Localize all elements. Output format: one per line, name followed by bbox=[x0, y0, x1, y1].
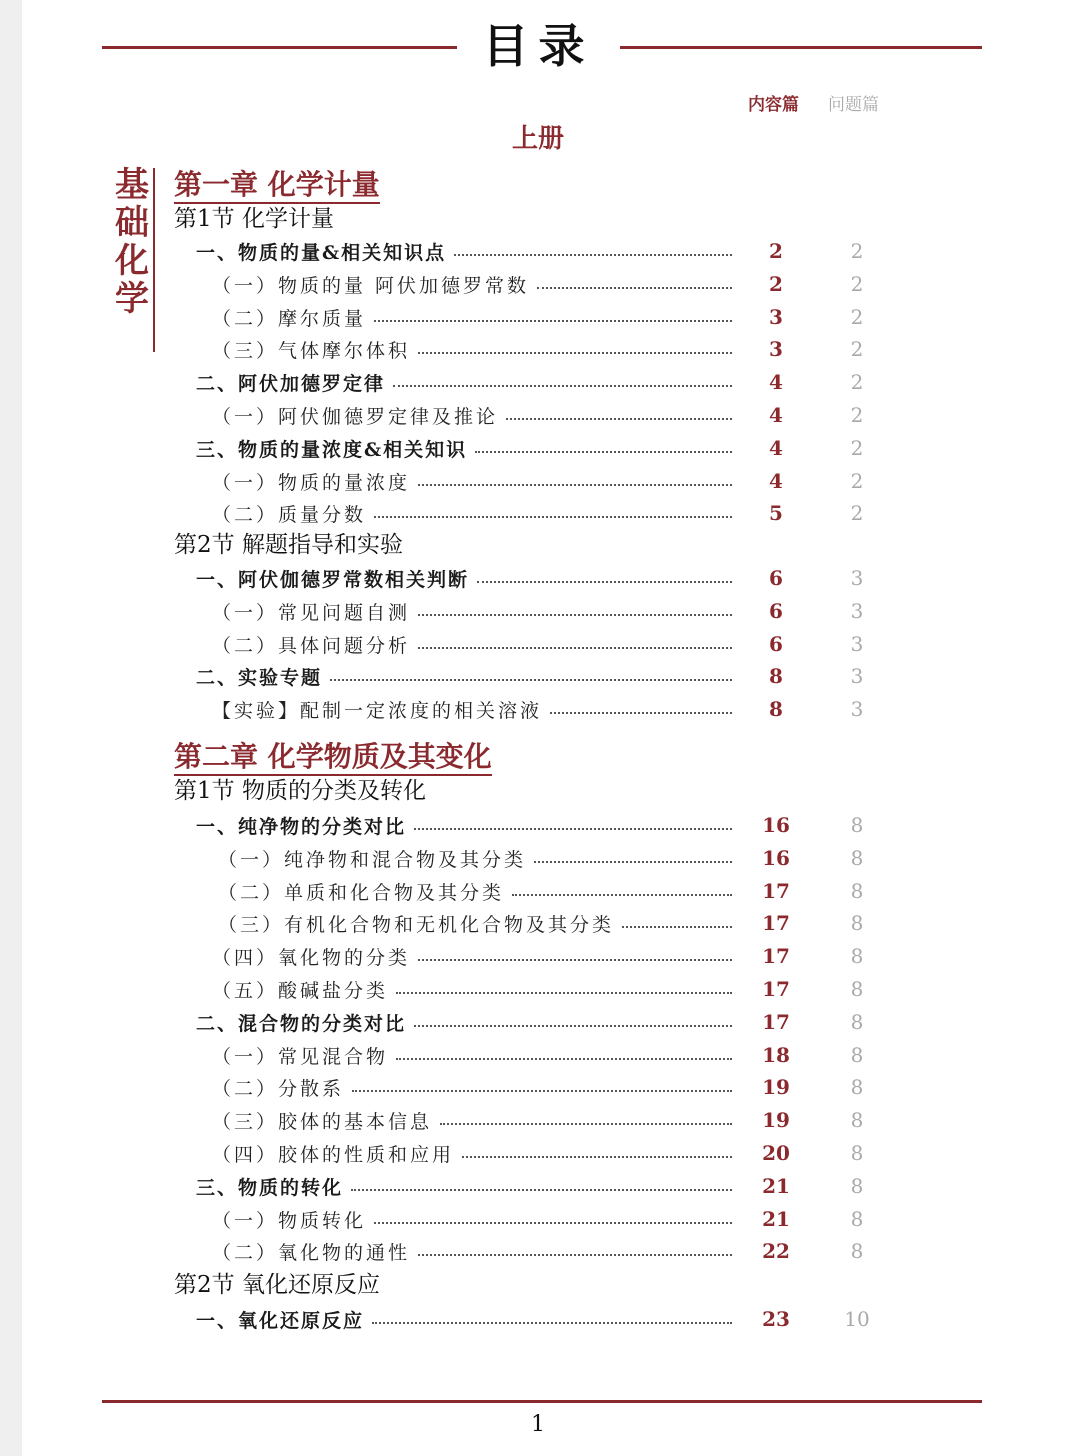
toc-entry[interactable] bbox=[212, 269, 740, 299]
content-page-number[interactable]: 2 bbox=[769, 239, 783, 263]
toc-entry[interactable] bbox=[218, 908, 740, 938]
dot-leader bbox=[374, 320, 732, 322]
title-row bbox=[102, 18, 982, 78]
content-page-number[interactable]: 2 bbox=[769, 272, 783, 296]
content-page-number[interactable]: 17 bbox=[762, 911, 790, 935]
problem-page-number[interactable]: 8 bbox=[850, 1207, 864, 1231]
toc-entry[interactable] bbox=[196, 661, 740, 691]
chapter-title[interactable]: 第一章 化学计量 bbox=[174, 168, 380, 204]
problem-page-number[interactable]: 2 bbox=[850, 436, 864, 460]
problem-page-number[interactable]: 3 bbox=[850, 697, 864, 721]
problem-page-number[interactable]: 8 bbox=[850, 1075, 864, 1099]
dot-leader bbox=[477, 581, 732, 583]
toc-entry[interactable] bbox=[212, 498, 740, 528]
toc-entry-label: （二）摩尔质量 bbox=[212, 307, 367, 330]
dot-leader bbox=[537, 287, 732, 289]
section-title[interactable]: 第2节 氧化还原反应 bbox=[174, 1272, 380, 1298]
dot-leader bbox=[512, 894, 732, 896]
content-page-number[interactable]: 3 bbox=[769, 337, 783, 361]
side-label-char: 础 bbox=[115, 203, 149, 243]
toc-entry-label: （一）阿伏伽德罗定律及推论 bbox=[212, 405, 499, 428]
dot-leader bbox=[396, 1058, 732, 1060]
dot-leader bbox=[374, 1222, 732, 1224]
problem-page-number[interactable]: 8 bbox=[850, 1043, 864, 1067]
toc-entry[interactable] bbox=[196, 1304, 740, 1334]
dot-leader bbox=[352, 1090, 732, 1092]
toc-entry-label: （一）常见问题自测 bbox=[212, 601, 411, 624]
toc-entry-label: （二）单质和化合物及其分类 bbox=[218, 881, 505, 904]
toc-entry[interactable] bbox=[196, 236, 740, 266]
dot-leader bbox=[351, 1189, 732, 1191]
problem-page-number[interactable]: 2 bbox=[850, 501, 864, 525]
toc-entry[interactable] bbox=[212, 974, 740, 1004]
content-page-number[interactable]: 16 bbox=[762, 813, 790, 837]
toc-entry[interactable] bbox=[196, 1007, 740, 1037]
toc-entry-label: （二）具体问题分析 bbox=[212, 634, 411, 657]
dot-leader bbox=[622, 926, 732, 928]
content-page-number[interactable]: 8 bbox=[769, 697, 783, 721]
problem-page-number[interactable]: 8 bbox=[850, 813, 864, 837]
toc-entry[interactable] bbox=[196, 563, 740, 593]
content-page-number[interactable]: 19 bbox=[762, 1108, 790, 1132]
problem-page-number[interactable]: 8 bbox=[850, 944, 864, 968]
dot-leader bbox=[374, 516, 732, 518]
problem-page-number[interactable]: 2 bbox=[850, 403, 864, 427]
content-page-number[interactable]: 8 bbox=[769, 664, 783, 688]
problem-page-number[interactable]: 10 bbox=[844, 1307, 870, 1331]
toc-entry-label: （三）气体摩尔体积 bbox=[212, 339, 411, 362]
dot-leader bbox=[330, 679, 732, 681]
content-page-number[interactable]: 4 bbox=[769, 370, 783, 394]
dot-leader bbox=[393, 385, 732, 387]
toc-entry[interactable] bbox=[212, 1072, 740, 1102]
content-page-number[interactable]: 17 bbox=[762, 944, 790, 968]
content-page-number[interactable]: 17 bbox=[762, 879, 790, 903]
volume-title: 上册 bbox=[511, 124, 564, 154]
dot-leader bbox=[418, 614, 732, 616]
chapter-title[interactable]: 第二章 化学物质及其变化 bbox=[174, 740, 492, 776]
toc-entry[interactable] bbox=[212, 334, 740, 364]
dot-leader bbox=[418, 484, 732, 486]
content-page-number[interactable]: 17 bbox=[762, 1010, 790, 1034]
dot-leader bbox=[414, 1025, 732, 1027]
problem-page-number[interactable]: 2 bbox=[850, 239, 864, 263]
toc-entry-label: （四）胶体的性质和应用 bbox=[212, 1143, 455, 1166]
content-page-number[interactable]: 17 bbox=[762, 977, 790, 1001]
toc-entry-label: 一、氧化还原反应 bbox=[196, 1309, 365, 1332]
problem-page-number[interactable]: 8 bbox=[850, 1141, 864, 1165]
toc-entry-label: 二、阿伏加德罗定律 bbox=[196, 372, 386, 395]
content-page-number[interactable]: 21 bbox=[762, 1207, 790, 1231]
toc-entry-label: 一、阿伏伽德罗常数相关判断 bbox=[196, 568, 470, 591]
dot-leader bbox=[534, 861, 732, 863]
side-label-char: 化 bbox=[115, 241, 149, 281]
toc-entry-label: 三、物质的转化 bbox=[196, 1176, 344, 1199]
problem-page-number[interactable]: 2 bbox=[850, 337, 864, 361]
toc-entry[interactable] bbox=[218, 876, 740, 906]
problem-page-number[interactable]: 8 bbox=[850, 1174, 864, 1198]
problem-page-number[interactable]: 8 bbox=[850, 911, 864, 935]
side-label-bar bbox=[153, 168, 155, 352]
page-title: 目录 bbox=[482, 19, 595, 73]
toc-entry-label: 一、纯净物的分类对比 bbox=[196, 815, 407, 838]
toc-entry[interactable] bbox=[212, 1236, 740, 1266]
problem-page-number[interactable]: 3 bbox=[850, 632, 864, 656]
dot-leader bbox=[454, 254, 732, 256]
problem-page-number[interactable]: 8 bbox=[850, 879, 864, 903]
page-number: 1 bbox=[531, 1412, 545, 1437]
dot-leader bbox=[418, 647, 732, 649]
content-page-number[interactable]: 6 bbox=[769, 599, 783, 623]
toc-entry[interactable] bbox=[196, 433, 740, 463]
title-rule-right bbox=[620, 46, 982, 49]
content-page-number[interactable]: 6 bbox=[769, 632, 783, 656]
toc-entry-label: （一）常见混合物 bbox=[212, 1045, 389, 1068]
problems-column-header: 问题篇 bbox=[828, 95, 879, 115]
toc-entry-label: 二、实验专题 bbox=[196, 666, 323, 689]
toc-entry[interactable] bbox=[212, 694, 740, 724]
problem-page-number[interactable]: 8 bbox=[850, 1239, 864, 1263]
toc-entry[interactable] bbox=[212, 302, 740, 332]
content-page-number[interactable]: 4 bbox=[769, 403, 783, 427]
toc-entry[interactable] bbox=[196, 367, 740, 397]
content-page-number[interactable]: 16 bbox=[762, 846, 790, 870]
toc-entry-label: 三、物质的量浓度&相关知识 bbox=[196, 438, 468, 461]
toc-entry[interactable] bbox=[196, 1171, 740, 1201]
toc-entry-label: （三）胶体的基本信息 bbox=[212, 1110, 433, 1133]
problem-page-number[interactable]: 8 bbox=[850, 846, 864, 870]
dot-leader bbox=[418, 1254, 732, 1256]
toc-entry[interactable] bbox=[218, 843, 740, 873]
title-rule-left bbox=[102, 46, 457, 49]
dot-leader bbox=[550, 712, 732, 714]
content-page-number[interactable]: 3 bbox=[769, 305, 783, 329]
toc-entry[interactable] bbox=[212, 1204, 740, 1234]
problem-page-number[interactable]: 8 bbox=[850, 1108, 864, 1132]
problem-page-number[interactable]: 8 bbox=[850, 977, 864, 1001]
toc-entry[interactable] bbox=[212, 1138, 740, 1168]
section-title[interactable]: 第1节 物质的分类及转化 bbox=[174, 778, 426, 804]
section-title[interactable]: 第1节 化学计量 bbox=[174, 206, 334, 232]
content-page-number[interactable]: 19 bbox=[762, 1075, 790, 1099]
toc-entry-label: （一）物质的量浓度 bbox=[212, 471, 411, 494]
toc-entry[interactable] bbox=[212, 596, 740, 626]
toc-entry[interactable] bbox=[212, 466, 740, 496]
toc-entry-label: 二、混合物的分类对比 bbox=[196, 1012, 407, 1035]
column-headers bbox=[740, 90, 900, 116]
problem-page-number[interactable]: 3 bbox=[850, 599, 864, 623]
side-label-char: 基 bbox=[115, 165, 149, 205]
side-label bbox=[112, 166, 152, 318]
content-page-number[interactable]: 6 bbox=[769, 566, 783, 590]
content-page-number[interactable]: 21 bbox=[762, 1174, 790, 1198]
problem-page-number[interactable]: 2 bbox=[850, 272, 864, 296]
toc-entry-label: （二）分散系 bbox=[212, 1077, 345, 1100]
problem-page-number[interactable]: 3 bbox=[850, 566, 864, 590]
toc-entry[interactable] bbox=[212, 941, 740, 971]
footer-rule bbox=[102, 1400, 982, 1403]
toc-entry-label: （一）物质的量 阿伏加德罗常数 bbox=[212, 274, 530, 297]
problem-page-number[interactable]: 2 bbox=[850, 370, 864, 394]
dot-leader bbox=[418, 959, 732, 961]
dot-leader bbox=[396, 992, 732, 994]
dot-leader bbox=[475, 451, 732, 453]
toc-entry[interactable] bbox=[196, 810, 740, 840]
content-page-number[interactable]: 4 bbox=[769, 469, 783, 493]
toc-entry[interactable] bbox=[212, 1040, 740, 1070]
toc-entry-label: （三）有机化合物和无机化合物及其分类 bbox=[218, 913, 615, 936]
dot-leader bbox=[506, 418, 732, 420]
toc-entry-label: （一）纯净物和混合物及其分类 bbox=[218, 848, 527, 871]
dot-leader bbox=[440, 1123, 732, 1125]
problem-page-number[interactable]: 8 bbox=[850, 1010, 864, 1034]
dot-leader bbox=[462, 1156, 732, 1158]
dot-leader bbox=[372, 1322, 732, 1324]
toc-entry[interactable] bbox=[212, 1105, 740, 1135]
problem-page-number[interactable]: 2 bbox=[850, 305, 864, 329]
page-edge-shadow bbox=[0, 0, 22, 1456]
side-label-char: 学 bbox=[115, 279, 149, 319]
content-page-number[interactable]: 22 bbox=[762, 1239, 790, 1263]
content-page-number[interactable]: 18 bbox=[762, 1043, 790, 1067]
toc-entry-label: （四）氧化物的分类 bbox=[212, 946, 411, 969]
content-page-number[interactable]: 5 bbox=[769, 501, 783, 525]
dot-leader bbox=[414, 828, 732, 830]
toc-entry-label: （二）氧化物的通性 bbox=[212, 1241, 411, 1264]
dot-leader bbox=[418, 352, 732, 354]
toc-entry[interactable] bbox=[212, 629, 740, 659]
content-page-number[interactable]: 4 bbox=[769, 436, 783, 460]
toc-entry[interactable] bbox=[212, 400, 740, 430]
toc-entry-label: （一）物质转化 bbox=[212, 1209, 367, 1232]
problem-page-number[interactable]: 2 bbox=[850, 469, 864, 493]
content-page-number[interactable]: 23 bbox=[762, 1307, 790, 1331]
toc-entry-label: （五）酸碱盐分类 bbox=[212, 979, 389, 1002]
content-page-number[interactable]: 20 bbox=[762, 1141, 790, 1165]
toc-entry-label: 【实验】配制一定浓度的相关溶液 bbox=[212, 699, 543, 722]
problem-page-number[interactable]: 3 bbox=[850, 664, 864, 688]
toc-entry-label: 一、物质的量&相关知识点 bbox=[196, 241, 447, 264]
toc-entry-label: （二）质量分数 bbox=[212, 503, 367, 526]
section-title[interactable]: 第2节 解题指导和实验 bbox=[174, 532, 403, 558]
content-column-header: 内容篇 bbox=[748, 95, 799, 115]
